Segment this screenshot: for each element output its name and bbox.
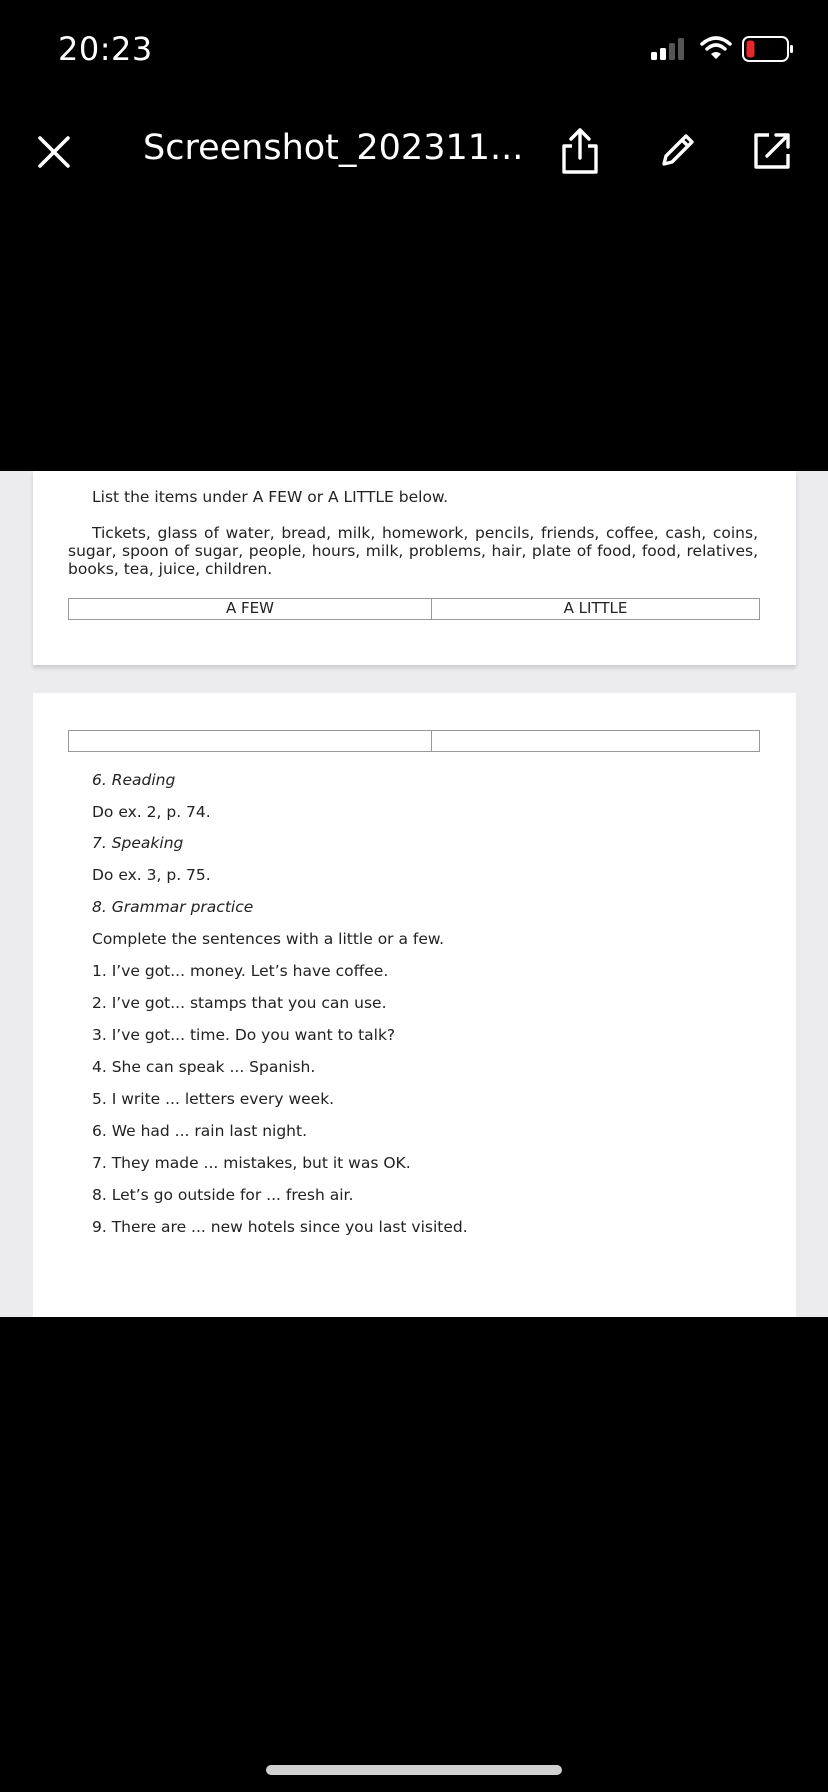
few-little-table-row [68,730,760,752]
few-little-table-header [68,598,760,620]
table-header-a-few: A FEW [69,599,432,619]
home-indicator[interactable] [266,1765,562,1775]
exercise-line: Do ex. 2, p. 74. [92,803,211,821]
section-heading: 7. Speaking [92,834,184,852]
instruction-text: List the items under A FEW or A LITTLE below. [92,488,449,506]
table-cell-empty [69,731,432,751]
exercise-line: 3. I’ve got... time. Do you want to talk? [92,1026,396,1044]
wifi-icon [700,36,732,60]
exercise-line: 5. I write ... letters every week. [92,1090,335,1108]
document-viewer[interactable] [0,471,828,1317]
table-cell-empty [432,731,759,751]
battery-icon [742,36,794,62]
word-list: Tickets, glass of water, bread, milk, homework, pencils, friends, coffee, cash, coins, sugar, spoon of sugar, people, hours, milk, problems, hair, plate of food, food, relatives, books, tea, juice, children. [68,524,758,578]
exercise-line: Complete the sentences with a little or a few. [92,930,445,948]
exercise-line: 2. I’ve got... stamps that you can use. [92,994,387,1012]
open-external-icon[interactable] [751,130,793,172]
viewer-toolbar [0,100,828,200]
section-heading: 8. Grammar practice [92,898,254,916]
exercise-line: Do ex. 3, p. 75. [92,866,211,884]
status-bar [0,0,828,100]
document-page [33,693,796,1317]
pencil-icon[interactable] [656,130,698,172]
exercise-line: 1. I’ve got... money. Let’s have coffee. [92,962,389,980]
file-title: Screenshot_202311... [143,128,524,168]
exercise-line: 4. She can speak ... Spanish. [92,1058,316,1076]
exercise-line: 8. Let’s go outside for ... fresh air. [92,1186,354,1204]
cellular-signal-icon [651,38,689,60]
exercise-line: 6. We had ... rain last night. [92,1122,308,1140]
exercise-line: 9. There are ... new hotels since you last visited. [92,1218,468,1236]
table-header-a-little: A LITTLE [563,599,628,617]
section-heading: 6. Reading [92,771,176,789]
share-icon[interactable] [558,126,602,176]
document-page [33,471,796,665]
exercise-line: 7. They made ... mistakes, but it was OK. [92,1154,411,1172]
close-icon[interactable] [34,132,74,172]
status-time: 20:23 [58,30,153,68]
